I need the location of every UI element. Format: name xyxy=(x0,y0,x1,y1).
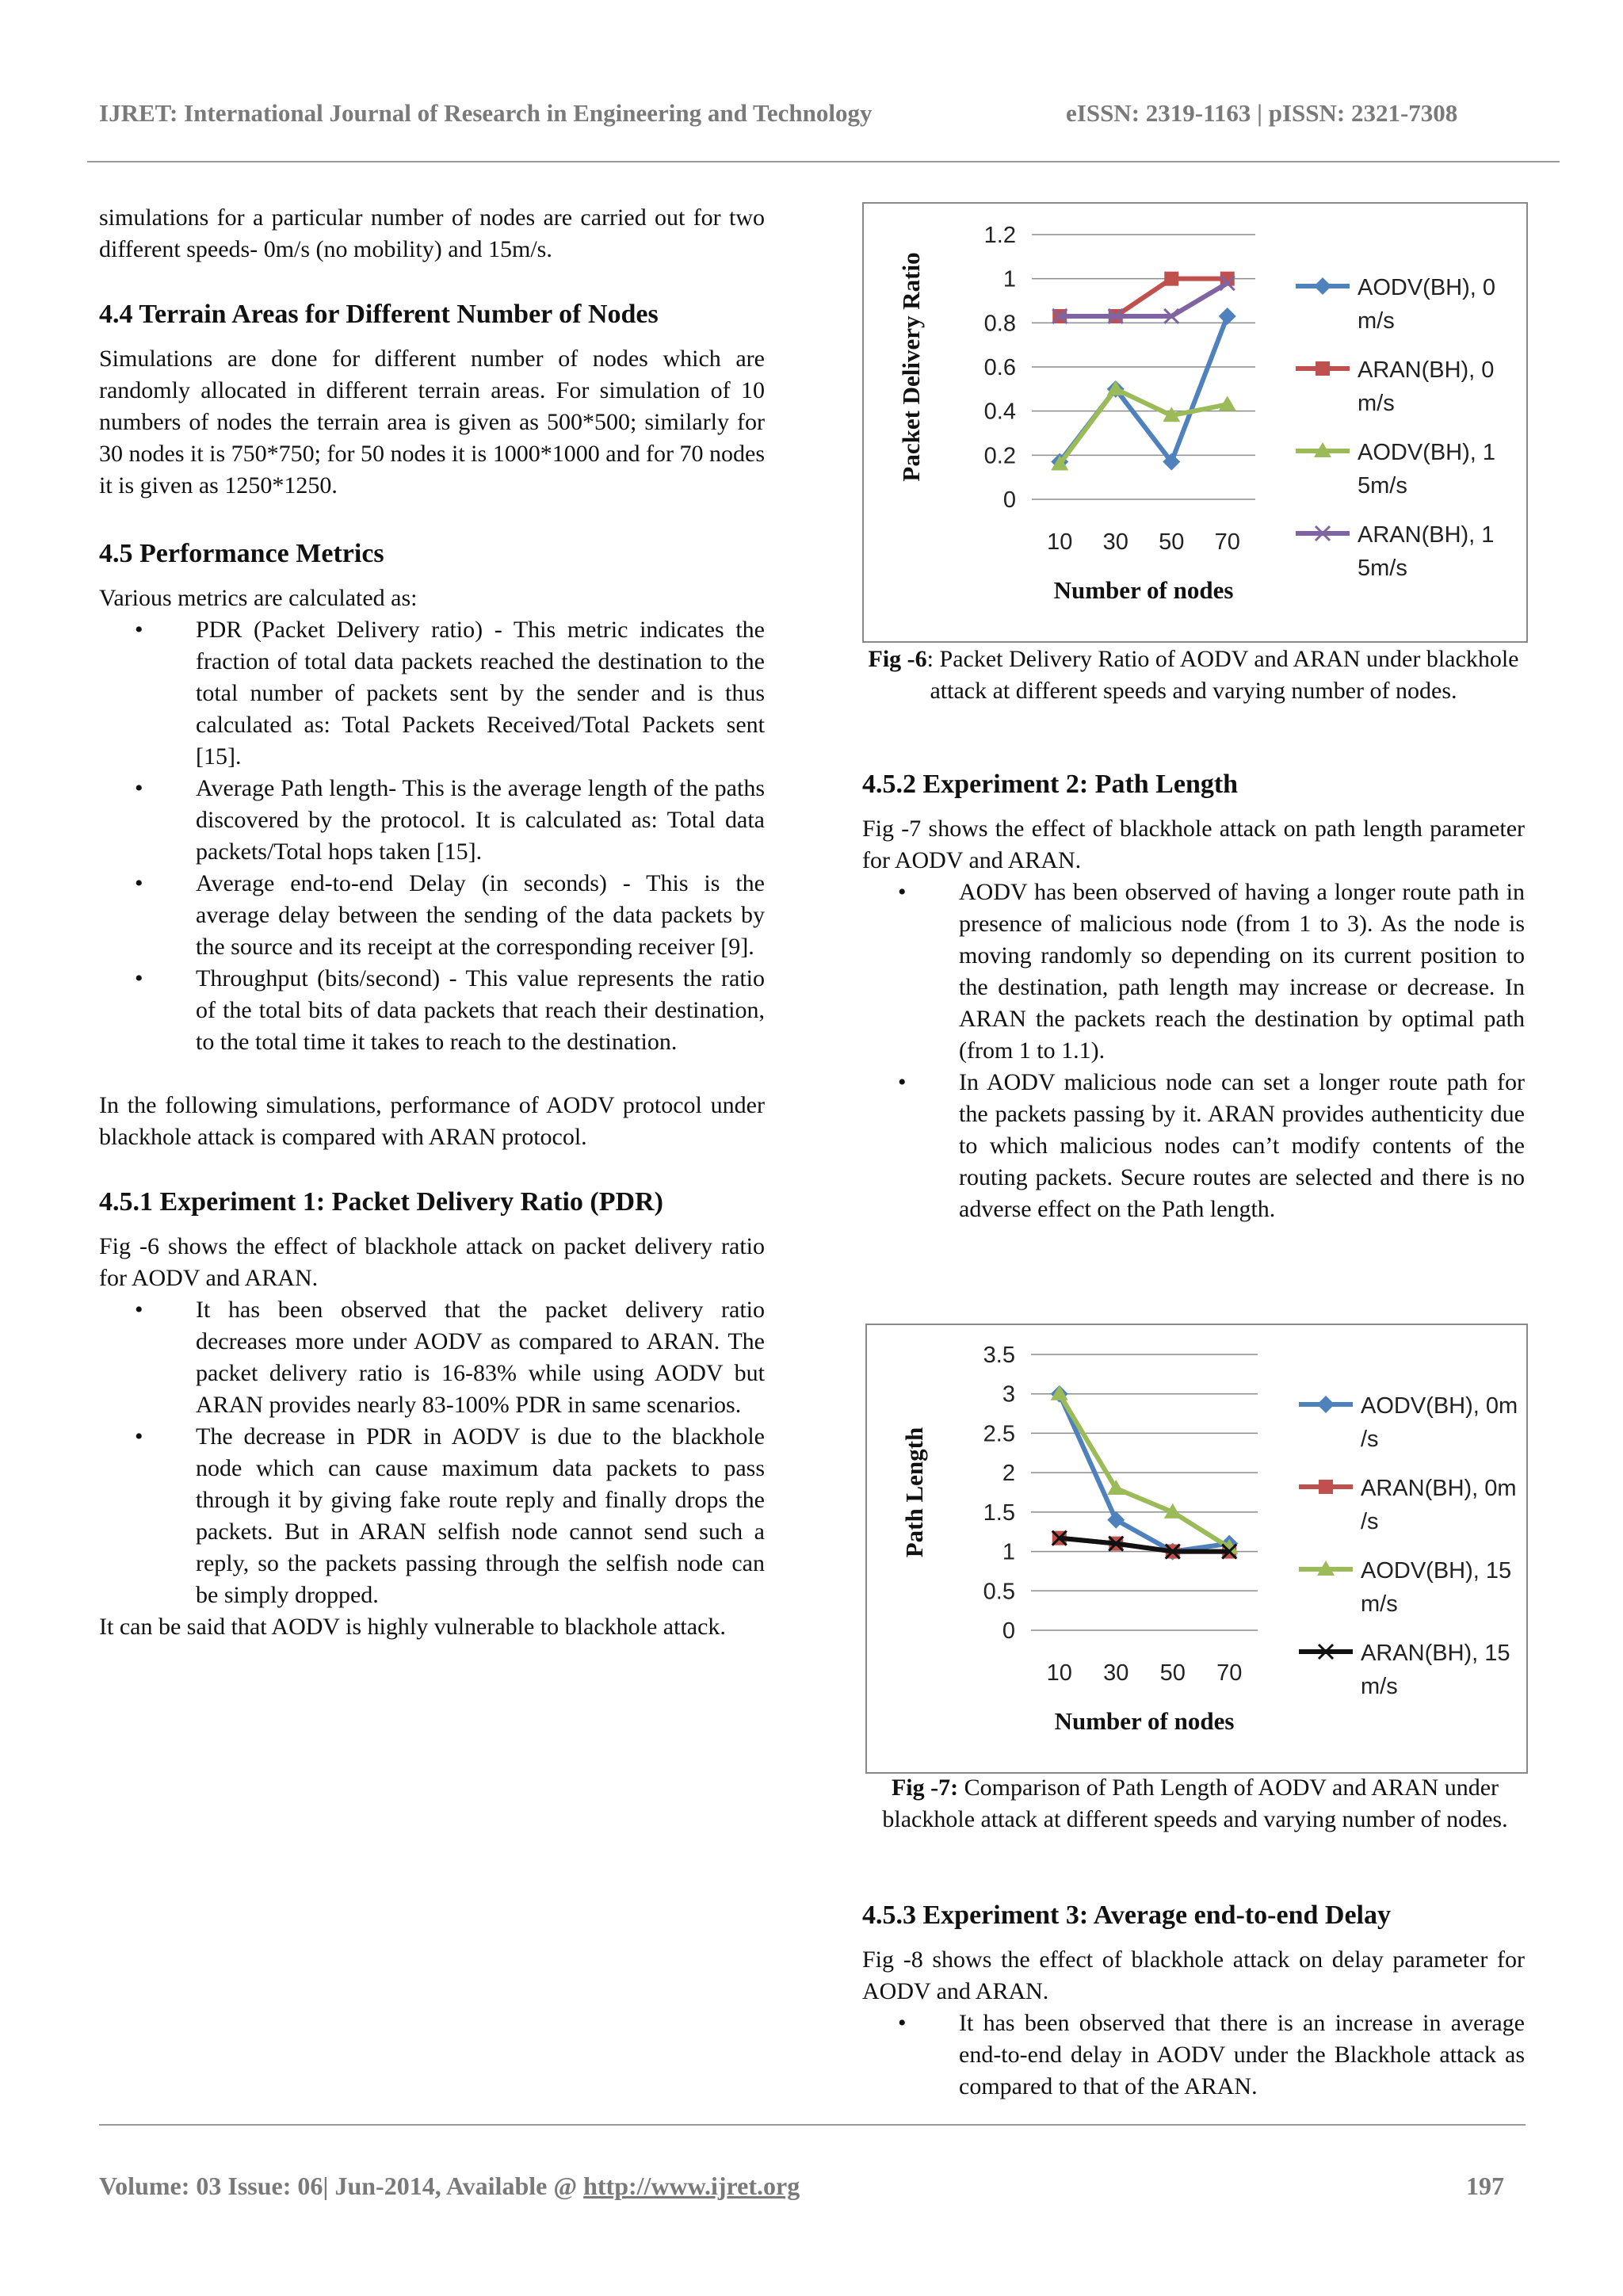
list-item: • It has been observed that there is an increase in average end-to-end delay in AODV under the Blackhole attack as compared to that of the ARAN. xyxy=(898,2010,1525,2099)
path-length-bullets xyxy=(862,877,1525,1225)
x-tick-label: 50 xyxy=(1159,529,1185,555)
x-tick-label: 10 xyxy=(1047,529,1073,555)
y-tick-label: 0.8 xyxy=(983,311,1016,337)
y-tick-label: 1.5 xyxy=(983,1499,1015,1526)
simulations-paragraph: In the following simulations, performance of AODV protocol under blackhole attack is compared with ARAN protocol. xyxy=(99,1092,765,1150)
legend-entry xyxy=(1299,1558,1511,1617)
list-item: • In AODV malicious node can set a longer route path for the packets passing by it. ARAN provides authenticity due to which malicious nodes can’t modify contents of the routing packets. Secure routes are selected and there is no adverse effect on the Path length. xyxy=(898,1069,1525,1222)
y-tick-label: 0.2 xyxy=(983,443,1016,469)
x-tick-label: 30 xyxy=(1102,529,1128,555)
legend-label: AODV(BH), 1 xyxy=(1358,440,1496,465)
legend-entry xyxy=(1299,1393,1518,1452)
y-axis-title: Packet Delivery Ratio xyxy=(897,252,925,482)
fig7-caption: Fig -7: Comparison of Path Length of AODV and ARAN under blackhole attack at different speeds and varying number of nodes. xyxy=(882,1775,1508,1832)
legend-label: ARAN(BH), 0m xyxy=(1361,1476,1517,1501)
metrics-list xyxy=(99,614,765,1058)
journal-link[interactable]: http://www.ijret.org xyxy=(583,2172,800,2200)
header-rule xyxy=(87,161,1560,162)
running-header xyxy=(99,99,1526,128)
right-column-upper xyxy=(862,769,1525,1225)
list-item: • It has been observed that the packet delivery ratio decreases more under AODV as compared to ARAN. The packet delivery ratio is 16-83% while using AODV but ARAN provides nearly 83-100% PDR in same scenarios. xyxy=(135,1297,765,1418)
legend-swatch-marker xyxy=(1319,1480,1333,1494)
list-item: • Average end-to-end Delay (in seconds) - This is the average delay between the sending of the data packets by the source and its receipt at the corresponding receiver [9]. xyxy=(135,870,765,960)
series-3 xyxy=(1051,1385,1239,1554)
intro-paragraph: simulations for a particular number of nodes are carried out for two different speeds- 0m/s (no mobility) and 15m/s. xyxy=(99,204,765,262)
section-4-5-2-title: 4.5.2 Experiment 2: Path Length xyxy=(862,770,1239,799)
x-tick-label: 50 xyxy=(1159,1660,1186,1686)
legend-entry xyxy=(1296,357,1494,416)
issn: eISSN: 2319-1163 | pISSN: 2321-7308 xyxy=(1066,99,1458,127)
fig7-chart-frame xyxy=(865,1324,1528,1774)
y-tick-label: 1 xyxy=(1002,266,1016,292)
y-axis-title: Path Length xyxy=(900,1427,928,1558)
legend-entry xyxy=(1296,440,1495,499)
legend-label: m/s xyxy=(1358,308,1395,334)
fig7-label: Fig -7: xyxy=(891,1775,959,1801)
data-point xyxy=(1164,272,1178,286)
y-tick-label: 3.5 xyxy=(983,1343,1015,1368)
right-column-lower xyxy=(862,1900,1525,2103)
section-4-5-3-title: 4.5.3 Experiment 3: Average end-to-end Delay xyxy=(862,1901,1391,1930)
list-item: • AODV has been observed of having a longer route path in presence of malicious node (from 1 to 3). As the node is moving randomly so depending on its current position to the destination, path length may increase or decrease. In ARAN the packets reach the destination by optimal path (from 1 to 1.1). xyxy=(898,879,1525,1064)
x-tick-label: 10 xyxy=(1046,1660,1072,1686)
section-4-5-3-text: Fig -8 shows the effect of blackhole attack on delay parameter for AODV and ARAN. xyxy=(862,1946,1525,2004)
series-line xyxy=(1060,316,1228,462)
series-1 xyxy=(1051,308,1236,471)
fig6-line-chart xyxy=(864,204,1526,641)
legend-swatch-marker xyxy=(1316,361,1330,376)
legend-label: m/s xyxy=(1358,391,1395,416)
section-4-5-2-text: Fig -7 shows the effect of blackhole attack on path length parameter for AODV and ARAN. xyxy=(862,816,1525,873)
section-4-4-title: 4.4 Terrain Areas for Different Number of Nodes xyxy=(99,300,659,329)
x-tick-label: 30 xyxy=(1103,1660,1129,1686)
section-4-5-1-title: 4.5.1 Experiment 1: Packet Delivery Ratio (PDR) xyxy=(99,1187,663,1217)
y-tick-label: 0.5 xyxy=(983,1579,1015,1605)
left-column xyxy=(99,202,765,1643)
y-tick-label: 0 xyxy=(1002,487,1016,513)
x-tick-label: 70 xyxy=(1214,529,1240,555)
legend-label: /s xyxy=(1361,1509,1379,1534)
footer-rule xyxy=(99,2124,1526,2126)
legend-label: ARAN(BH), 0 xyxy=(1358,357,1495,383)
legend-swatch-marker xyxy=(1314,277,1331,295)
legend-entry xyxy=(1296,275,1495,334)
legend-label: ARAN(BH), 15 xyxy=(1361,1641,1510,1666)
conclusion-paragraph: It can be said that AODV is highly vulnerable to blackhole attack. xyxy=(99,1614,726,1640)
legend-entry xyxy=(1296,522,1494,581)
x-tick-label: 70 xyxy=(1216,1660,1243,1686)
pdr-bullets xyxy=(99,1294,765,1611)
y-tick-label: 1.2 xyxy=(983,223,1016,248)
list-item: • The decrease in PDR in AODV is due to the blackhole node which can cause maximum data packets to pass through it by giving fake route reply and finally drops the packets. But in ARAN selfish node cannot send such a reply, so the packets passing through the selfish node can be simply dropped. xyxy=(135,1423,765,1608)
legend-entry xyxy=(1299,1641,1510,1699)
y-tick-label: 0.4 xyxy=(983,399,1016,425)
legend-label: 5m/s xyxy=(1358,556,1407,581)
fig7-line-chart xyxy=(867,1325,1526,1772)
fig6-chart-frame xyxy=(862,202,1528,643)
list-item: • Average Path length- This is the average length of the paths discovered by the protocol. It is calculated as: Total data packets/Total hops taken [15]. xyxy=(135,775,765,865)
journal-name: IJRET: International Journal of Research in Engineering and Technology xyxy=(99,99,873,127)
legend-label: ARAN(BH), 1 xyxy=(1358,522,1495,548)
fig6-label: Fig -6 xyxy=(868,646,927,672)
section-4-4-text: Simulations are done for different number of nodes which are randomly allocated in different terrain areas. For simulation of 10 numbers of nodes the terrain area is given as 500*500; similarly for 30 nodes it is 750*750; for 50 nodes it is 1000*1000 and for 70 nodes it is given as 1250*1250. xyxy=(99,346,765,499)
y-tick-label: 0 xyxy=(1002,1618,1015,1644)
y-tick-label: 1 xyxy=(1002,1539,1015,1565)
series-line xyxy=(1060,1394,1230,1548)
legend-label: /s xyxy=(1361,1427,1379,1452)
fig6-caption: Fig -6: Packet Delivery Ratio of AODV and ARAN under blackhole attack at different speeds and varying number of nodes. xyxy=(868,646,1519,704)
legend-label: 5m/s xyxy=(1358,473,1407,499)
y-tick-label: 2 xyxy=(1002,1461,1015,1487)
list-item: • PDR (Packet Delivery ratio) - This metric indicates the fraction of total data packets reached the destination to the total number of packets sent by the sender and is thus calculated as: Total Packets Received/Total Packets sent [15]. xyxy=(135,617,765,770)
legend-swatch-marker xyxy=(1317,1396,1335,1413)
x-axis-title: Number of nodes xyxy=(1053,576,1234,604)
section-4-5-1-text: Fig -6 shows the effect of blackhole attack on packet delivery ratio for AODV and ARAN. xyxy=(99,1233,765,1291)
page-number: 197 xyxy=(1466,2172,1504,2200)
legend-label: AODV(BH), 0m xyxy=(1361,1393,1518,1419)
list-item: • Throughput (bits/second) - This value represents the ratio of the total bits of data packets that reach their destination, to the total time it takes to reach to the destination. xyxy=(135,965,765,1055)
y-tick-label: 3 xyxy=(1002,1381,1015,1408)
legend-label: AODV(BH), 15 xyxy=(1361,1558,1512,1584)
x-axis-title: Number of nodes xyxy=(1054,1707,1235,1735)
y-tick-label: 2.5 xyxy=(983,1421,1015,1447)
section-4-5-intro: Various metrics are calculated as: xyxy=(99,585,418,611)
y-tick-label: 0.6 xyxy=(983,355,1016,380)
legend-entry xyxy=(1299,1476,1517,1534)
legend-label: AODV(BH), 0 xyxy=(1358,275,1496,300)
delay-bullets xyxy=(862,2008,1525,2103)
legend-label: m/s xyxy=(1361,1591,1398,1617)
footer-volume: Volume: 03 Issue: 06| Jun-2014, Available @ http://www.ijret.org xyxy=(99,2172,800,2200)
legend-label: m/s xyxy=(1361,1674,1398,1699)
section-4-5-title: 4.5 Performance Metrics xyxy=(99,539,384,568)
